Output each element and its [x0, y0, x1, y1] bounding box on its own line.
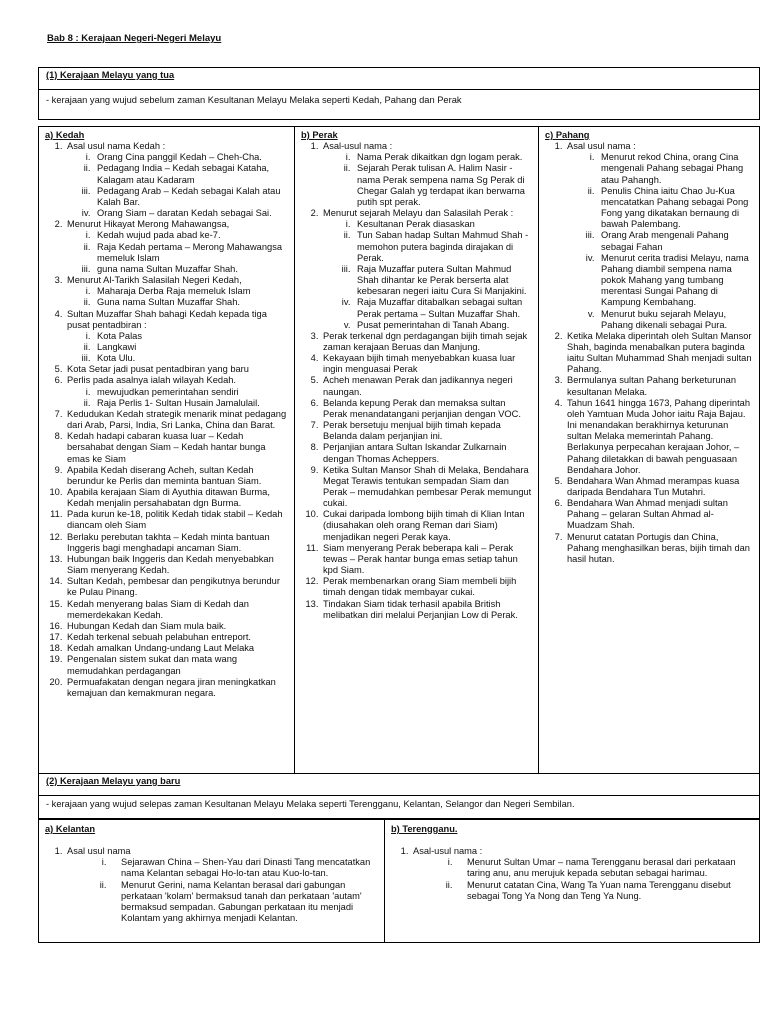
list-item: [411, 846, 753, 902]
list-item: [65, 554, 288, 576]
list-item-text: Asal-usul nama :: [413, 846, 483, 857]
list-item: [65, 599, 288, 621]
sub-list-item: iv. Orang Siam – daratan Kedah sebagai Sai.: [93, 208, 288, 219]
list-item-text: Kedudukan Kedah strategik menarik minat pedagang dari Arab, Parsi, India, Sri Lanka, China dan Barat.: [67, 408, 287, 431]
list-item: [65, 677, 288, 699]
sub-list-item: v. Menurut buku sejarah Melayu, Pahang dikenali sebagai Pura.: [597, 309, 753, 331]
terengganu-column: [384, 820, 759, 942]
list-item: [321, 208, 532, 331]
old-kingdoms-columns: [38, 126, 760, 774]
section-old-kingdoms: [38, 67, 760, 120]
list-item-text: Menurut catatan Portugis dan China, Pahang menghasilkan beras, bijih timah dan hasil hutan.: [567, 531, 750, 564]
sub-list-item: ii. Raja Kedah pertama – Merong Mahawangsa memeluk Islam: [93, 242, 288, 264]
perak-column: [294, 127, 538, 773]
kedah-heading: a) Kedah: [45, 130, 85, 140]
list-item-text: Kedah terkenal sebuah pelabuhan entreport.: [67, 632, 252, 643]
sub-list-item: ii. Menurut Gerini, nama Kelantan berasal dari gabungan perkataan 'kolam' bermaksud tanah dan perkataan 'autam' bermaksud sempadan. Gabungan perkataan itu menjadi Kolantam yang akhirnya menjadi Kelantan.: [109, 880, 378, 925]
list-item: [321, 576, 532, 598]
list-item: [321, 543, 532, 576]
sub-list: [67, 857, 378, 924]
list-item-text: Hubungan Kedah dan Siam mula baik.: [67, 620, 227, 631]
list-item-text: Menurut Al-Tarikh Salasilah Negeri Kedah,: [67, 275, 242, 286]
section-heading: (2) Kerajaan Melayu yang baru: [39, 774, 759, 796]
list-item: [65, 487, 288, 509]
sub-list: [67, 331, 288, 364]
sub-list-item: ii. Penulis China iaitu Chao Ju-Kua mencatatkan Pahang sebagai Pong Fong yang dikatakan bernaung di bawah Palembang.: [597, 186, 753, 231]
list-item-text: Bermulanya sultan Pahang berketurunan kesultanan Melaka.: [567, 375, 737, 397]
terengganu-list: [391, 846, 753, 902]
sub-list-item: i. Kota Palas: [93, 331, 288, 342]
list-item-text: Perak terkenal dgn perdagangan bijih timah sejak zaman kerajaan Beruas dan Manjung.: [323, 330, 528, 352]
kedah-list: [45, 141, 288, 699]
list-item: [65, 309, 288, 365]
list-item: [65, 643, 288, 654]
list-item-text: Kota Setar jadi pusat pentadbiran yang baru: [67, 364, 249, 375]
list-item: [565, 498, 753, 531]
list-item-text: Menurut sejarah Melayu dan Salasilah Perak :: [323, 208, 514, 219]
pahang-list: [545, 141, 753, 565]
list-item-text: Tindakan Siam tidak terhasil apabila British melibatkan diri melalui Perjanjian Low di Perak.: [323, 598, 518, 620]
sub-list-item: iv. Raja Muzaffar ditabalkan sebagai sultan Perak pertama – Sultan Muzaffar Shah.: [353, 297, 532, 319]
list-item: [65, 275, 288, 308]
sub-list: [323, 152, 532, 208]
sub-list-item: i. mewujudkan pemerintahan sendiri: [93, 387, 288, 398]
list-item: [321, 465, 532, 510]
list-item-text: Kedah amalkan Undang-undang Laut Melaka: [67, 643, 255, 654]
list-item-text: Sultan Kedah, pembesar dan pengikutnya berundur ke Pulau Pinang.: [67, 576, 280, 598]
list-item-text: Hubungan baik Inggeris dan Kedah menyebabkan Siam menyerang Kedah.: [67, 553, 274, 576]
list-item: [65, 632, 288, 643]
list-item-text: Perlis pada asalnya ialah wilayah Kedah.: [67, 375, 237, 386]
list-item: [565, 532, 753, 565]
sub-list-item: iii. Pedagang Arab – Kedah sebagai Kalah atau Kalah Bar.: [93, 186, 288, 208]
list-item-text: Sultan Muzaffar Shah bahagi Kedah kepada tiga pusat pentadbiran :: [67, 308, 267, 330]
list-item-text: Permuafakatan dengan negara jiran meningkatkan kemajuan dan kemakmuran negara.: [67, 676, 276, 698]
list-item: [65, 219, 288, 275]
list-item-text: Kedah menyerang balas Siam di Kedah dan memerdekakan Kedah.: [67, 598, 249, 620]
list-item: [321, 420, 532, 442]
list-item: [565, 398, 753, 476]
list-item: [65, 409, 288, 431]
sub-list-item: i. Menurut Sultan Umar – nama Terengganu berasal dari perkataan taring anu, anu merujuk kepada sebutan sebagai harimau.: [455, 857, 753, 879]
list-item-text: Ketika Sultan Mansor Shah di Melaka, Bendahara Megat Terawis tentukan sempadan Siam dan Perak – memudahkan pembesar Perak memungut cukai.: [323, 464, 532, 509]
list-item: [565, 375, 753, 397]
list-item: [65, 431, 288, 464]
list-item: [65, 465, 288, 487]
sub-list-item: ii. Pedagang India – Kedah sebagai Kataha, Kalagam atau Kadaram: [93, 163, 288, 185]
list-item-text: Perak bersetuju menjual bijih timah kepada Belanda dalam perjanjian ini.: [323, 420, 501, 442]
sub-list-item: i. Nama Perak dikaitkan dgn logam perak.: [353, 152, 532, 163]
list-item-text: Perjanjian antara Sultan Iskandar Zulkarnain dengan Thomas Acheppers.: [323, 442, 507, 464]
list-item-text: Ketika Melaka diperintah oleh Sultan Mansor Shah, baginda menabalkan putera baginda iaitu Sultan Muhammad Shah menjadi sultan Pahang.: [567, 330, 752, 375]
list-item: [65, 532, 288, 554]
list-item-text: Apabila kerajaan Siam di Ayuthia ditawan Burma, Kedah menjalin persahabatan dgn Burma.: [67, 487, 270, 509]
list-item: [321, 141, 532, 208]
list-item-text: Kedah hadapi cabaran kuasa luar – Kedah bersahabat dengan Siam – Kedah hantar bunga emas ke Siam: [67, 431, 266, 464]
list-item: [65, 141, 288, 219]
list-item: [65, 654, 288, 676]
section-new-kingdoms: [38, 773, 760, 819]
sub-list-item: iii. Kota Ulu.: [93, 353, 288, 364]
list-item: [65, 576, 288, 598]
list-item: [321, 331, 532, 353]
list-item: [321, 398, 532, 420]
document-title: Bab 8 : Kerajaan Negeri-Negeri Melayu: [47, 33, 222, 44]
sub-list-item: ii. Tun Saban hadap Sultan Mahmud Shah - memohon putera baginda dirajakan di Perak.: [353, 230, 532, 263]
kelantan-list: [45, 846, 378, 924]
list-item: [565, 476, 753, 498]
sub-list-item: i. Kesultanan Perak diasaskan: [353, 219, 532, 230]
terengganu-heading: b) Terengganu.: [391, 824, 458, 834]
perak-heading: b) Perak: [301, 130, 338, 140]
sub-list: [67, 286, 288, 308]
sub-list-item: iv. Menurut cerita tradisi Melayu, nama Pahang diambil sempena nama pokok Mahang yang tumbang merentasi Sungai Pahang di Kampung Kembahang.: [597, 253, 753, 309]
sub-list: [567, 152, 753, 331]
list-item-text: Bendahara Wan Ahmad menjadi sultan Pahang – gelaran Sultan Ahmad al-Muadzam Shah.: [567, 498, 728, 531]
section-description: - kerajaan yang wujud sebelum zaman Kesultanan Melayu Melaka seperti Kedah, Pahang dan Perak: [46, 95, 462, 105]
list-item-text: Perak membenarkan orang Siam membeli bijih timah dengan tidak membayar cukai.: [323, 576, 517, 598]
list-item: [321, 353, 532, 375]
sub-list-item: iii. Raja Muzaffar putera Sultan Mahmud Shah dihantar ke Perak berserta alat kebesaran negeri iaitu Cura Si Manjakini.: [353, 264, 532, 297]
sub-list-item: iii. Orang Arab mengenali Pahang sebagai Fahan: [597, 230, 753, 252]
list-item-text: Apabila Kedah diserang Acheh, sultan Kedah berundur ke Perlis dan meminta bantuan Siam.: [67, 464, 262, 486]
sub-list: [67, 152, 288, 219]
list-item: [65, 375, 288, 408]
pahang-column: [538, 127, 759, 773]
sub-list-item: ii. Langkawi: [93, 342, 288, 353]
list-item: [565, 141, 753, 331]
list-item-text: Bendahara Wan Ahmad merampas kuasa daripada Bendahara Tun Mutahri.: [567, 475, 740, 497]
list-item-text: Kekayaan bijih timah menyebabkan kuasa luar ingin menguasai Perak: [323, 353, 516, 375]
list-item: [321, 375, 532, 397]
list-item: [321, 442, 532, 464]
list-item-text: Siam menyerang Perak beberapa kali – Perak tewas – Perak hantar bunga emas setiap tahun kpd Siam.: [323, 542, 518, 576]
sub-list-item: i. Maharaja Derba Raja memeluk Islam: [93, 286, 288, 297]
kelantan-heading: a) Kelantan: [45, 824, 96, 834]
list-item-text: Pada kurun ke-18, politik Kedah tidak stabil – Kedah diancam oleh Siam: [67, 509, 283, 531]
list-item-text: Asal usul nama :: [567, 141, 636, 152]
list-item: [65, 364, 288, 375]
sub-list: [413, 857, 753, 902]
list-item-text: Berlaku perebutan takhta – Kedah minta bantuan Inggeris bagi menghadapi ancaman Siam.: [67, 531, 270, 553]
list-item: [321, 509, 532, 542]
perak-list: [301, 141, 532, 621]
list-item-text: Asal-usul nama :: [323, 141, 393, 152]
kedah-column: [39, 127, 294, 773]
sub-list-item: ii. Menurut catatan Cina, Wang Ta Yuan nama Terengganu disebut sebagai Tong Ya Nong dan Teng Ya Nung.: [455, 880, 753, 902]
new-kingdoms-columns: [38, 819, 760, 943]
section-heading: (1) Kerajaan Melayu yang tua: [39, 68, 759, 90]
list-item-text: Asal usul nama Kedah :: [67, 141, 166, 152]
list-item: [65, 509, 288, 531]
sub-list-item: ii. Raja Perlis 1- Sultan Husain Jamalulail.: [93, 398, 288, 409]
sub-list: [67, 387, 288, 409]
sub-list-item: ii. Guna nama Sultan Muzaffar Shah.: [93, 297, 288, 308]
sub-list-item: iii. guna nama Sultan Muzaffar Shah.: [93, 264, 288, 275]
list-item: [565, 331, 753, 376]
sub-list: [67, 230, 288, 275]
list-item-text: Cukai daripada lombong bijih timah di Klian Intan (diusahakan oleh orang Reman dari Siam) menjadikan negeri Perak kaya.: [323, 509, 525, 542]
list-item: [65, 621, 288, 632]
sub-list-item: i. Sejarawan China – Shen-Yau dari Dinasti Tang mencatatkan nama Kelantan sebagai Ho-lo-tan atau Kuo-lo-tan.: [109, 857, 378, 879]
sub-list-item: i. Kedah wujud pada abad ke-7.: [93, 230, 288, 241]
list-item-text: Pengenalan sistem sukat dan mata wang memudahkan perdagangan: [67, 654, 238, 676]
list-item-text: Asal usul nama: [67, 846, 131, 857]
list-item: [65, 846, 378, 924]
list-item-text: Menurut Hikayat Merong Mahawangsa,: [67, 219, 230, 230]
pahang-heading: c) Pahang: [545, 130, 590, 140]
list-item-text: Acheh menawan Perak dan jadikannya negeri naungan.: [323, 375, 513, 397]
sub-list-item: ii. Sejarah Perak tulisan A. Halim Nasir - nama Perak sempena nama Sg Perak di Chegar Galah yg terdapat ikan berwarna putih spt perak.: [353, 163, 532, 208]
kelantan-column: [39, 820, 384, 942]
sub-list-item: v. Pusat pemerintahan di Tanah Abang.: [353, 320, 532, 331]
sub-list-item: i. Menurut rekod China, orang Cina mengenali Pahang sebagai Phang atau Pahangh.: [597, 152, 753, 185]
sub-list-item: i. Orang Cina panggil Kedah – Cheh-Cha.: [93, 152, 288, 163]
list-item: [321, 599, 532, 621]
sub-list: [323, 219, 532, 331]
list-item-text: Belanda kepung Perak dan memaksa sultan Perak menandatangani perjanjian dengan VOC.: [323, 397, 521, 419]
list-item-text: Tahun 1641 hingga 1673, Pahang diperintah oleh Yamtuan Muda Johor iaitu Raja Bajau. Ini menandakan berakhirnya keturunan sultan Melaka memerintah Pahang. Berlakunya perpecahan kerajaan Johor, – Pahang diletakkan di bawah penguasaan Bendahara Johor.: [567, 397, 750, 475]
section-description: - kerajaan yang wujud selepas zaman Kesultanan Melayu Melaka seperti Terengganu, Kelantan, Selangor dan Negeri Sembilan.: [46, 799, 575, 809]
